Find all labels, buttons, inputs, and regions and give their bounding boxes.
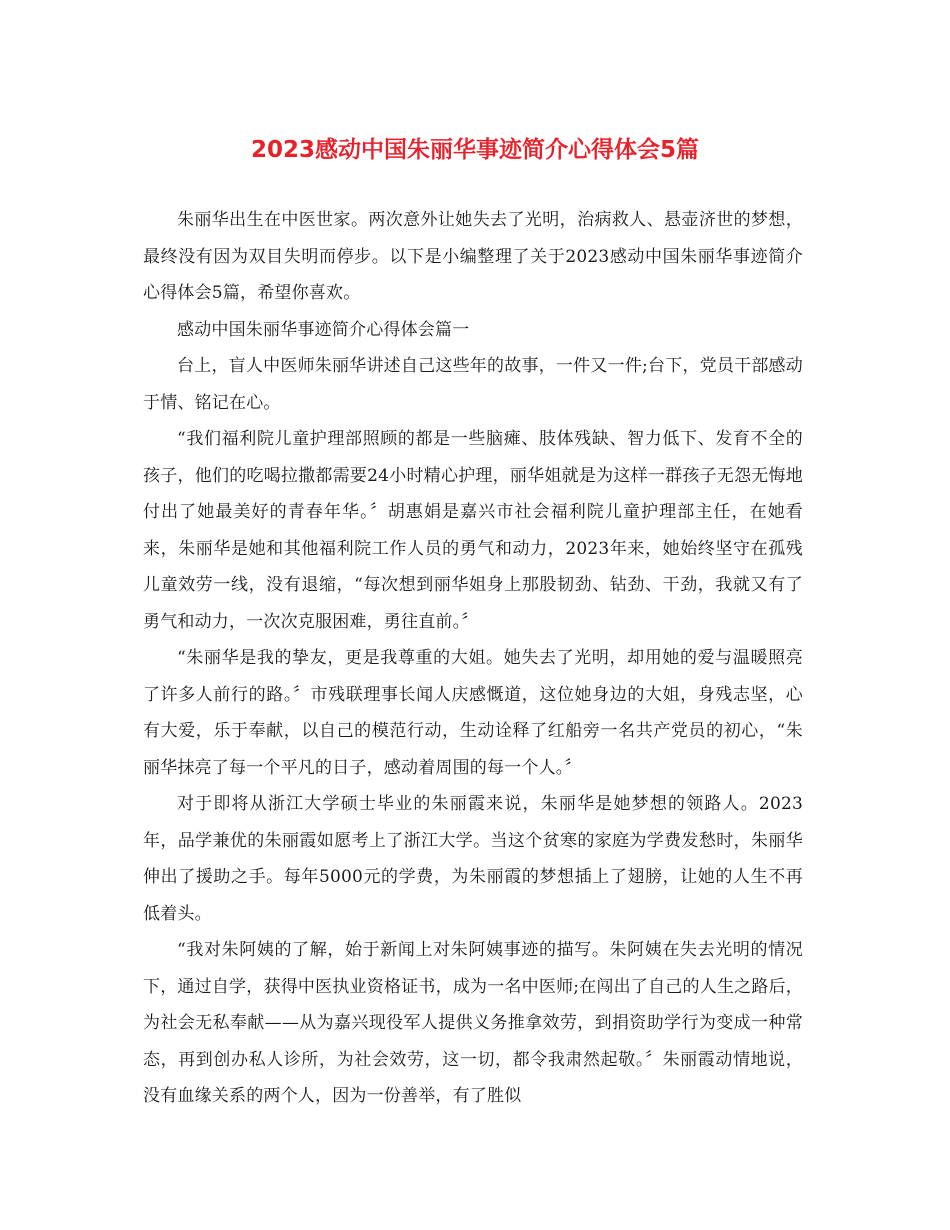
- intro-paragraph: 朱丽华出生在中医世家。两次意外让她失去了光明，治病救人、悬壶济世的梦想，最终没有因为双目失明而停步。以下是小编整理了关于2023感动中国朱丽华事迹简介心得体会5篇，希望你喜欢。: [143, 210, 803, 303]
- body-paragraph: 对于即将从浙江大学硕士毕业的朱丽霞来说，朱丽华是她梦想的领路人。2023年，品学兼优的朱丽霞如愿考上了浙江大学。当这个贫寒的家庭为学费发愁时，朱丽华伸出了援助之手。每年5000元的学费，为朱丽霞的梦想插上了翅膀，让她的人生不再低着头。: [143, 794, 803, 924]
- section-heading: 感动中国朱丽华事迹简介心得体会篇一: [177, 319, 470, 340]
- body-paragraph: 台上，盲人中医师朱丽华讲述自己这些年的故事，一件又一件;台下，党员干部感动于情、铭记在心。: [143, 356, 803, 413]
- document-title: 2023感动中国朱丽华事迹简介心得体会5篇: [250, 137, 700, 163]
- body-paragraph: “我们福利院儿童护理部照顾的都是一些脑瘫、肢体残缺、智力低下、发育不全的孩子，他们的吃喝拉撒都需要24小时精心护理，丽华姐就是为这样一群孩子无怨无悔地付出了她最美好的青春年华。〞胡惠娟是嘉兴市社会福利院儿童护理部主任，在她看来，朱丽华是她和其他福利院工作人员的勇气和动力，2023年来，她始终坚守在孤残儿童效劳一线，没有退缩，“每次想到丽华姐身上那股韧劲、钻劲、干劲，我就又有了勇气和动力，一次次克服困难，勇往直前。〞: [143, 429, 803, 632]
- body-paragraph: “我对朱阿姨的了解，始于新闻上对朱阿姨事迹的描写。朱阿姨在失去光明的情况下，通过自学，获得中医执业资格证书，成为一名中医师;在闯出了自己的人生之路后，为社会无私奉献——从为嘉兴现役军人提供义务推拿效劳，到捐资助学行为变成一种常态，再到创办私人诊所，为社会效劳，这一切，都令我肃然起敬。〞朱丽霞动情地说，没有血缘关系的两个人，因为一份善举，有了胜似: [143, 940, 803, 1106]
- body-paragraph: “朱丽华是我的挚友，更是我尊重的大姐。她失去了光明，却用她的爱与温暖照亮了许多人前行的路。〞市残联理事长闻人庆感慨道，这位她身边的大姐，身残志坚，心有大爱，乐于奉献，以自己的模范行动，生动诠释了红船旁一名共产党员的初心，“朱丽华抹亮了每一个平凡的日子，感动着周围的每一个人。〞: [143, 648, 803, 778]
- document-body: [143, 202, 803, 1115]
